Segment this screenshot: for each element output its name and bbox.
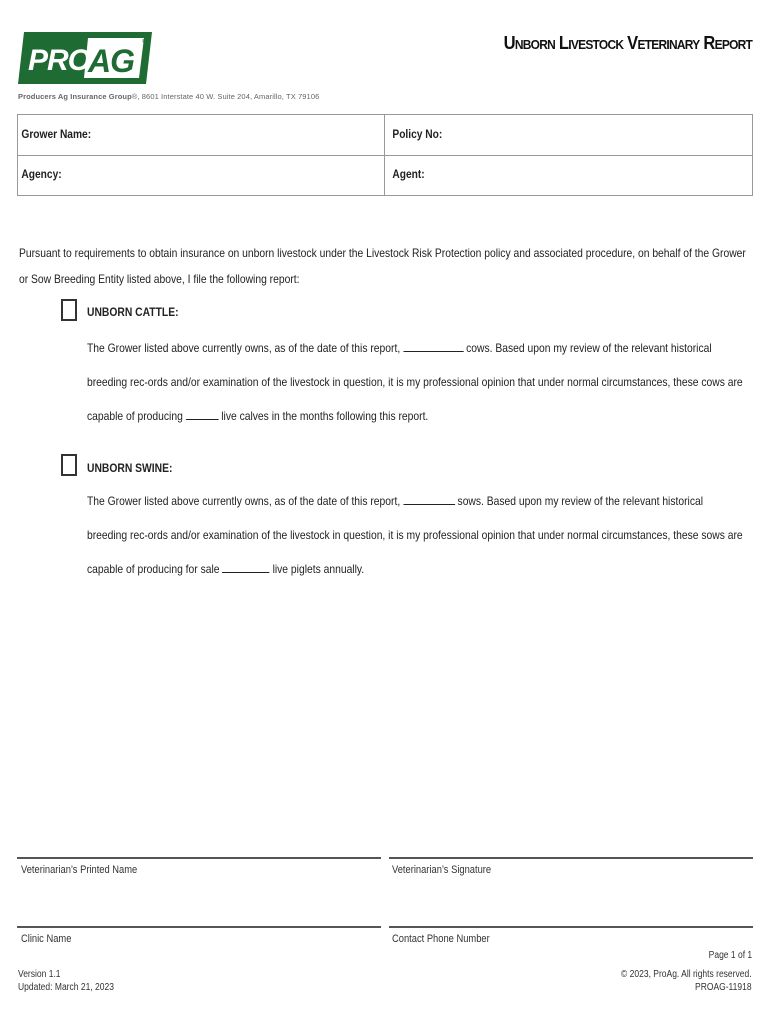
form-id: PROAG-11918: [695, 982, 752, 993]
copyright-text: © 2023, ProAg. All rights reserved.: [621, 969, 752, 980]
proag-logo: [18, 30, 152, 86]
unborn-cattle-paragraph: [87, 331, 746, 433]
grower-info-table: [17, 114, 753, 196]
calves-count-blank[interactable]: [186, 409, 219, 420]
phone-label: Contact Phone Number: [392, 933, 490, 945]
printed-name-label: Veterinarian’s Printed Name: [21, 864, 138, 876]
signature-line[interactable]: [389, 857, 753, 859]
document-title: Unborn Livestock Veterinary Report: [503, 33, 752, 53]
phone-line[interactable]: [389, 926, 753, 928]
unborn-swine-title: UNBORN SWINE:: [87, 461, 173, 475]
sow-count-blank[interactable]: [403, 494, 455, 505]
table-row: [18, 115, 752, 156]
table-row: [18, 155, 752, 196]
svg-text:AG: AG: [88, 43, 134, 79]
cattle-text-1: The Grower listed above currently owns, as of the date of this report,: [87, 341, 404, 355]
signature-label: Veterinarian’s Signature: [392, 864, 492, 876]
company-name: Producers Ag Insurance Group: [18, 92, 132, 101]
swine-text-2: sows. Based upon my review of the relevant historical breeding rec-ords and/or examination of the livestock in question, it is my professional opinion that under normal circumstances, these sows are capable of producing for sale: [87, 494, 743, 576]
policy-number-field[interactable]: Policy No:: [392, 127, 443, 141]
version-info: [18, 968, 114, 994]
version-label: Version 1.1: [18, 969, 61, 980]
unborn-swine-paragraph: [87, 484, 746, 586]
piglets-count-blank[interactable]: [222, 562, 269, 573]
clinic-name-line[interactable]: [17, 926, 381, 928]
agency-field[interactable]: Agency:: [21, 167, 62, 181]
address-text: ®, 8601 Interstate 40 W. Suite 204, Amarillo, TX 79106: [131, 92, 320, 101]
grower-name-field[interactable]: Grower Name:: [21, 127, 92, 141]
svg-text:PRO: PRO: [28, 44, 91, 77]
intro-paragraph: Pursuant to requirements to obtain insurance on unborn livestock under the Livestock Risk Protection policy and associated procedure, on behalf of the Grower or Sow Breeding Entity listed above, I file the following report:: [19, 246, 746, 286]
svg-text:®: ®: [142, 39, 146, 45]
swine-text-3: live piglets annually.: [269, 562, 365, 576]
cattle-text-2: cows. Based upon my review of the relevant historical breeding rec-ords and/or examination of the livestock in question, it is my professional opinion that under normal circumstances, these cows are capable of producing: [87, 341, 743, 423]
page-number: Page 1 of 1: [708, 950, 752, 961]
printed-name-line[interactable]: [17, 857, 381, 859]
swine-text-1: The Grower listed above currently owns, as of the date of this report,: [87, 494, 404, 508]
unborn-swine-checkbox[interactable]: [61, 454, 77, 476]
clinic-name-label: Clinic Name: [21, 933, 72, 945]
company-address: [18, 92, 319, 101]
unborn-cattle-title: UNBORN CATTLE:: [87, 305, 179, 319]
agent-field[interactable]: Agent:: [392, 167, 425, 181]
cattle-text-3: live calves in the months following this report.: [218, 409, 429, 423]
unborn-cattle-checkbox[interactable]: [61, 299, 77, 321]
copyright-info: [621, 968, 752, 994]
updated-label: Updated: March 21, 2023: [18, 982, 114, 993]
cow-count-blank[interactable]: [403, 341, 463, 352]
